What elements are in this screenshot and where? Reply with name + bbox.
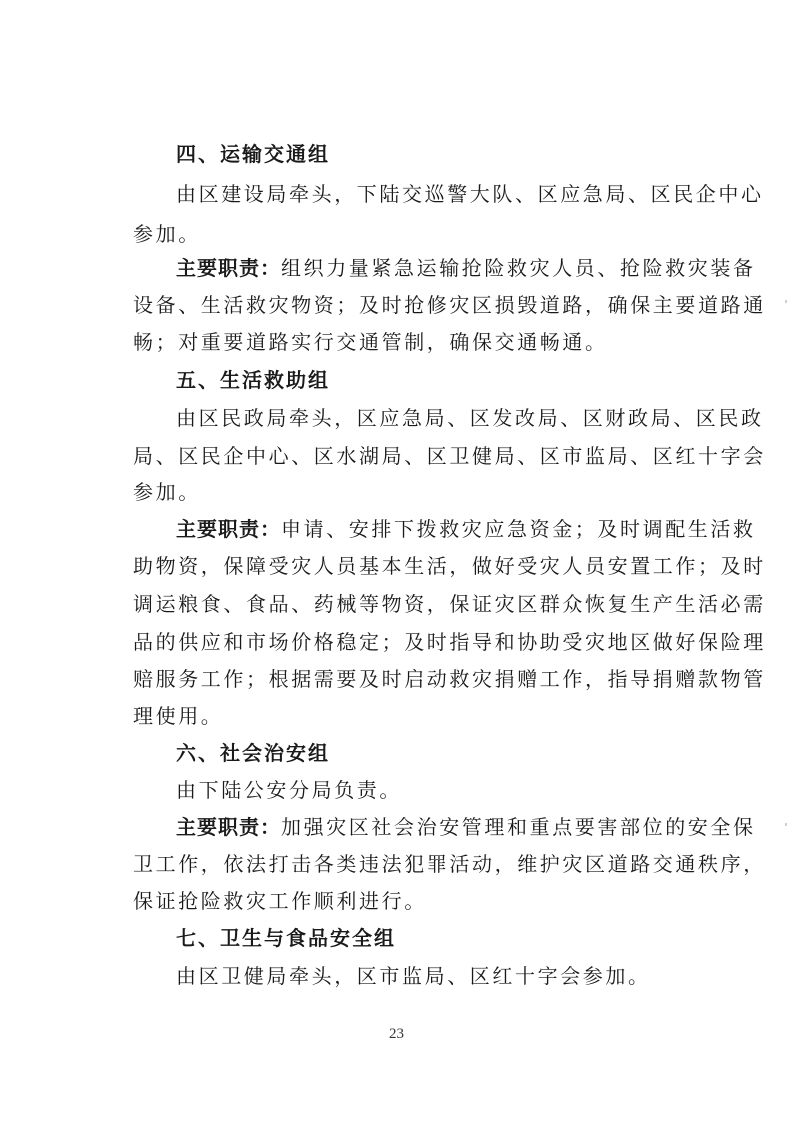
section-heading: 六、社会治安组	[176, 741, 330, 765]
duty-line: 畅；对重要道路实行交通管制，确保交通畅通。	[133, 330, 608, 354]
duty-label: 主要职责：	[176, 517, 281, 541]
duty-label: 主要职责：	[176, 815, 281, 839]
duty-line: 品的供应和市场价格稳定；及时指导和协助受灾地区做好保险理	[133, 630, 766, 654]
section-heading: 五、生活救助组	[176, 368, 330, 392]
duty-line: 保证抢险救灾工作顺利进行。	[133, 889, 427, 913]
members-line: 由区民政局牵头，区应急局、区发改局、区财政局、区民政	[176, 406, 764, 430]
members-line: 由下陆公安分局负责。	[176, 778, 402, 802]
page-number: 23	[389, 1026, 404, 1042]
duty-line: 卫工作，依法打击各类违法犯罪活动，维护灾区道路交通秩序，	[133, 852, 766, 876]
duty-line: 调运粮食、食品、药械等物资，保证灾区群众恢复生产生活必需	[133, 592, 766, 616]
scan-speck	[785, 300, 787, 303]
section-heading: 四、运输交通组	[176, 142, 330, 166]
members-line: 局、区民企中心、区水湖局、区卫健局、区市监局、区红十字会	[133, 444, 766, 468]
duty-line: 设备、生活救灾物资；及时抢修灾区损毁道路，确保主要道路通	[133, 293, 766, 317]
duty-text: 申请、安排下拨救灾应急资金；及时调配生活救	[281, 517, 756, 541]
duty-paragraph-first-line	[176, 813, 756, 841]
members-line: 参加。	[133, 480, 201, 504]
duty-line: 助物资，保障受灾人员基本生活，做好受灾人员安置工作；及时	[133, 554, 766, 578]
members-line: 由区卫健局牵头，区市监局、区红十字会参加。	[176, 964, 651, 988]
section-heading: 七、卫生与食品安全组	[176, 926, 396, 950]
duty-label: 主要职责：	[176, 256, 281, 280]
members-line: 参加。	[133, 222, 201, 246]
duty-line: 理使用。	[133, 704, 224, 728]
members-line: 由区建设局牵头，下陆交巡警大队、区应急局、区民企中心	[176, 182, 764, 206]
scan-speck	[785, 823, 787, 826]
duty-text: 加强灾区社会治安管理和重点要害部位的安全保	[281, 815, 756, 839]
duty-paragraph-first-line	[176, 515, 756, 543]
duty-text: 组织力量紧急运输抢险救灾人员、抢险救灾装备	[281, 256, 756, 280]
duty-line: 赔服务工作；根据需要及时启动救灾捐赠工作，指导捐赠款物管	[133, 667, 766, 691]
duty-paragraph-first-line	[176, 254, 756, 282]
